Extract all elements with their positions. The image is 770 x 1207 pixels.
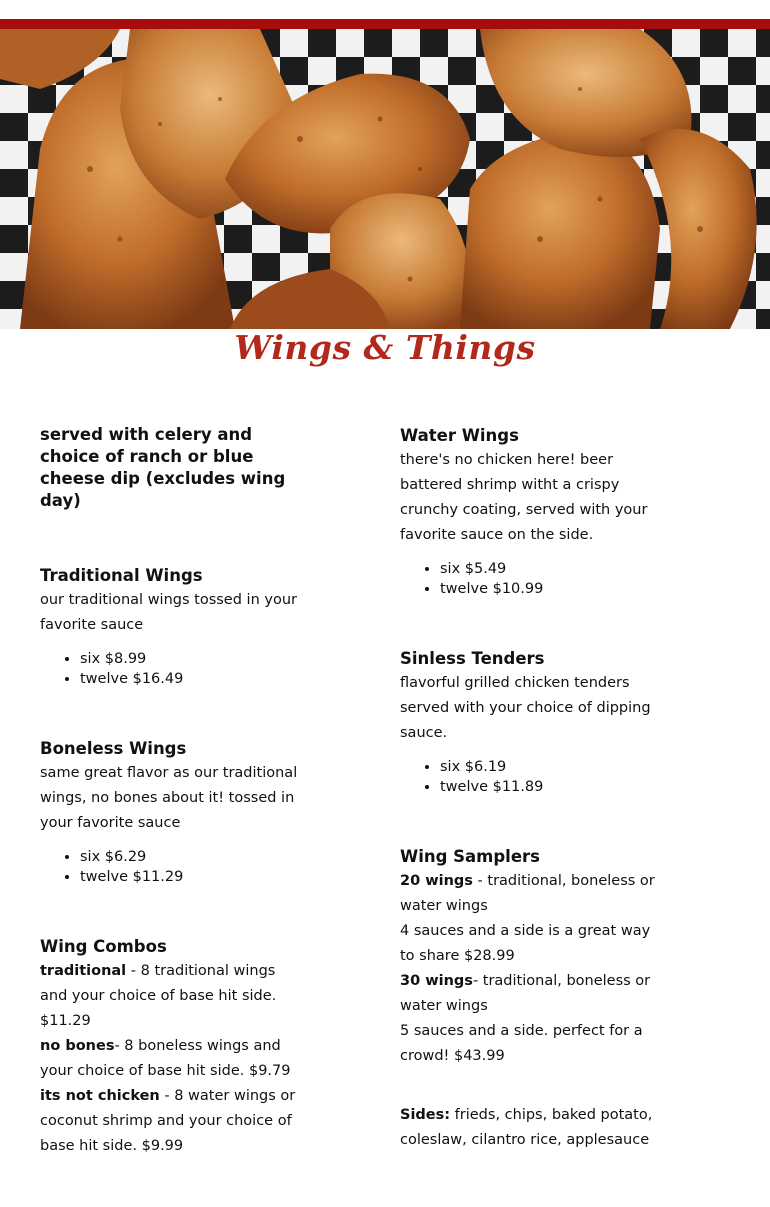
- price-option: • six $8.99: [80, 650, 305, 670]
- item-description: flavorful grilled chicken tenders served with your choice of dipping sauce.: [400, 675, 651, 741]
- sampler-20-wings: [400, 869, 665, 919]
- menu-item-wing-combos: [40, 935, 305, 1159]
- menu-item-water-wings: [400, 424, 665, 599]
- price-option: • twelve $11.29: [80, 868, 305, 888]
- combo-detail: - 8 traditional wings and your choice of base hit side. $11.29: [40, 963, 277, 1029]
- sides-list: [400, 1103, 665, 1153]
- sampler-30-price: 5 sauces and a side. perfect for a crowd! $43.99: [400, 1023, 643, 1064]
- menu-item-wing-samplers: [400, 845, 665, 1069]
- top-accent-bar: [0, 19, 770, 29]
- price-list: [40, 848, 305, 887]
- sides-label: Sides:: [400, 1107, 451, 1123]
- combo-name: no bones: [40, 1038, 115, 1054]
- combo-name: traditional: [40, 963, 127, 979]
- combo-name: its not chicken: [40, 1088, 160, 1104]
- item-title: Wing Samplers: [400, 847, 540, 866]
- sampler-name: 30 wings: [400, 973, 473, 989]
- hero-image: [0, 29, 770, 329]
- price-option: • twelve $11.89: [440, 778, 665, 798]
- price-option: • six $6.29: [80, 848, 305, 868]
- price-list: [400, 758, 665, 797]
- combo-traditional: [40, 959, 305, 1034]
- item-title: Traditional Wings: [40, 566, 203, 585]
- item-title: Water Wings: [400, 426, 519, 445]
- item-title: Boneless Wings: [40, 739, 187, 758]
- item-title: Sinless Tenders: [400, 649, 545, 668]
- item-description: same great flavor as our traditional wings, no bones about it! tossed in your favorite sauce: [40, 765, 298, 831]
- combo-its-not-chicken: [40, 1084, 305, 1159]
- price-option: • six $6.19: [440, 758, 665, 778]
- item-description: there's no chicken here! beer battered shrimp witht a crispy crunchy coating, served with your favorite sauce on the side.: [400, 452, 648, 543]
- page-title: Wings & Things: [234, 328, 536, 367]
- sampler-detail: - traditional, boneless or water wings: [400, 973, 651, 1014]
- price-option: • twelve $10.99: [440, 580, 665, 600]
- combo-detail: - 8 water wings or coconut shrimp and your choice of base hit side. $9.99: [40, 1088, 296, 1154]
- sampler-name: 20 wings: [400, 873, 473, 889]
- left-menu-column: [40, 424, 305, 1207]
- menu-item-sinless-tenders: [400, 647, 665, 797]
- sides-options: frieds, chips, baked potato, coleslaw, cilantro rice, applesauce: [400, 1107, 653, 1148]
- combo-detail: - 8 boneless wings and your choice of base hit side. $9.79: [40, 1038, 291, 1079]
- wings-intro-note: served with celery and choice of ranch or blue cheese dip (excludes wing day): [40, 425, 286, 510]
- price-option: • six $5.49: [440, 560, 665, 580]
- sampler-detail: - traditional, boneless or water wings: [400, 873, 655, 914]
- sampler-30-wings: [400, 969, 665, 1019]
- fried-wings-illustration: [0, 29, 770, 329]
- item-description: our traditional wings tossed in your favorite sauce: [40, 592, 297, 633]
- item-title: Wing Combos: [40, 937, 167, 956]
- right-menu-column: [400, 424, 665, 1153]
- menu-item-boneless-wings: [40, 737, 305, 887]
- price-list: [400, 560, 665, 599]
- price-list: [40, 650, 305, 689]
- price-option: • twelve $16.49: [80, 670, 305, 690]
- combo-no-bones: [40, 1034, 305, 1084]
- sampler-20-price: 4 sauces and a side is a great way to share $28.99: [400, 923, 651, 964]
- menu-item-traditional-wings: [40, 564, 305, 689]
